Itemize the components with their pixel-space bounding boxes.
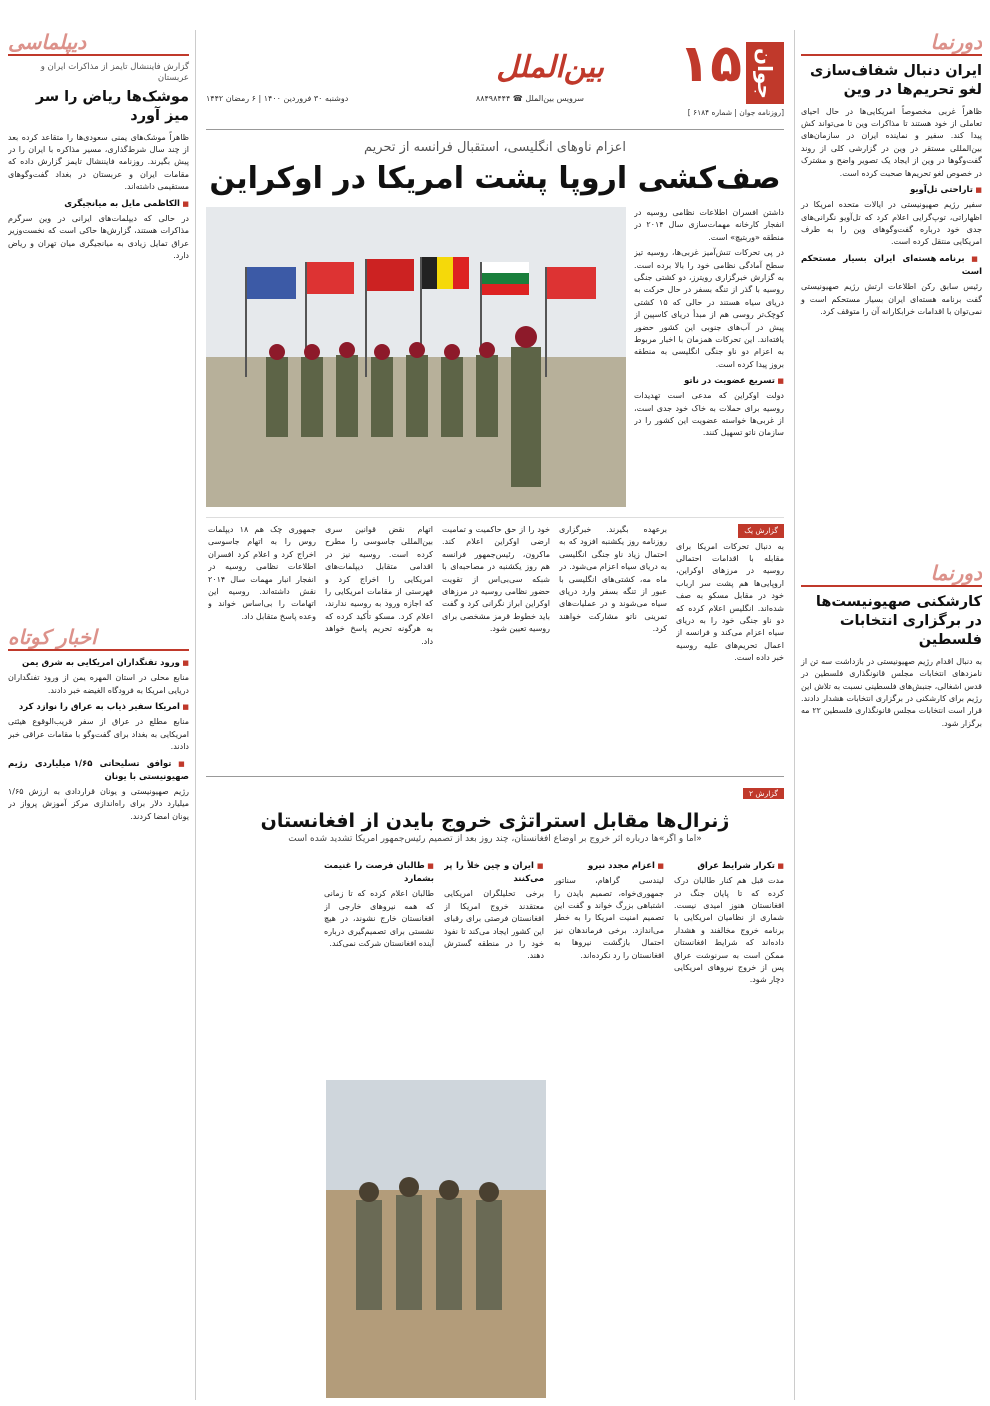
section-badge: دورنما — [801, 30, 982, 56]
right-article-body: ظاهراً غربی مخصوصاً امریکایی‌ها در حال احیای تعاملی از خود هستند تا مذاکرات وین تا می‌تواند کش پیدا کند. سفیر و نماینده ایران در سازمان‌های بین‌المللی مستقر در وین در گزارشی کلی از روند گفت‌وگوها در وین از ایجاد یک تصویر واضح و مشترک در خصوص لغو تحریم‌ها صحبت کرده است. ■ تاراحتی تل‌آویو سفیر رژیم صهیونیستی در ایالات متحده امریکا در اظهاراتی، توپ‌گرایی اعلام کرد که تل‌آویو نگرانی‌های جدی خود درباره گفت‌وگوهای وین را به طرف امریکایی منتقل کرده است. ■ برنامه هسته‌ای ایران بسیار مستحکم است رئیس سابق رکن اطلاعات ارتش رژیم صهیونیستی گفت برنامه هسته‌ای ایران بسیار مستحکم است و نمی‌توان با اقدامات خرابکارانه آن را متوقف کرد. — [801, 106, 982, 319]
date-line: دوشنبه ۳۰ فروردین ۱۴۰۰ | ۶ رمضان ۱۴۴۲ — [206, 94, 349, 103]
second-story-body — [206, 850, 784, 1398]
lead-column: داشتن افسران اطلاعات نظامی روسیه در انفجار کارخانه مهمات‌سازی سال ۲۰۱۴ در منطقه «وربتیچ» است. در پی تحرکات تنش‌آمیز غربی‌ها، روسیه تیز سطح آمادگی نظامی خود را بالا برده است. به گزارش خبرگزاری رویترز، دو کشتی جنگی روسیه با گذر از تنگه بسفر در حال حرکت به دریای سیاه هستند در حالی که ۱۵ کشتی کوچک‌تر روسی هم از مبدأ دریای کاسپین از پیش در آب‌های جنوبی این کشور حضور یافته‌اند. این تحرکات همزمان با اخبار مربوط به اعزام دو ناو جنگی انگلیسی به منطقه بروز پیدا کرده است. ■ تسریع عضویت در ناتو دولت اوکراین که مدعی است تهدیدات روسیه برای حملات به خاک خود جدی است، از غربی‌ها خواسته عضویت این کشور را در سازمان ناتو تسهیل کنند. — [634, 207, 784, 507]
soldiers-flags-photo — [206, 207, 626, 507]
issue-line: [روزنامه جوان | شماره ۶۱۸۴ ] — [687, 108, 784, 117]
lead-row — [206, 207, 784, 507]
subhead: ■ طالبان فرصت را غنیمت بشمارد — [324, 860, 434, 886]
right-article-title: ایران دنبال شفاف‌سازی لغو تحریم‌ها در وین — [809, 63, 982, 98]
left-article-title: موشک‌ها ریاض را سر میز آورد — [35, 88, 189, 124]
soldiers-flags-illustration — [206, 207, 626, 507]
text-column: ■ طالبان فرصت را غنیمت بشمارد طالبان اعلام کرده که تا زمانی که همه نیروهای خارجی از افغانستان خارج نشوند، در هیچ نشستی برای تصمیم‌گیری درباره آینده افغانستان شرکت نمی‌کند. — [324, 856, 434, 1076]
text-column: خود را از حق حاکمیت و تمامیت ارضی اوکراین اعلام کند. ماکرون، رئیس‌جمهور فرانسه هم روز یکشنبه در مصاحبه‌ای با شبکه سی‌بی‌اس از تقویت حضور نظامی روسیه در مرزهای اوکراین ابراز نگرانی کرد و گفت باید خطوط قرمز مشخصی برای روسیه تعیین شود. — [442, 525, 550, 634]
lead-kicker: اعزام ناوهای انگلیسی، استقبال فرانسه از تحریم — [364, 140, 626, 155]
text-column: اتهام نقض قوانین سری بین‌المللی جاسوسی را مطرح کرده است. روسیه نیز در اقدامی متقابل دیپلمات‌های امریکایی را اخراج کرد و فهرستی از مقامات امریکایی را که اجازه ورود به روسیه ندارند، اعلام کرد. مسکو تأکید کرده که به هرگونه تحریم پاسخ خواهد داد. — [325, 525, 433, 646]
left-column — [8, 30, 196, 1400]
text-column: گزارش یک به دنبال تحرکات امریکا برای مقابله با اقدامات احتمالی روسیه در مرزهای اوکراین، اروپایی‌ها هم پشت سر ارباب خود در مقابل مسکو به صف شده‌اند. انگلیس اعلام کرده که دو ناو جنگی خود را به دریای سیاه اعزام می‌کند و فرانسه از اعمال تحریم‌های علیه روسیه خبر داده است. — [676, 526, 784, 663]
second-story — [206, 776, 784, 1398]
section-contact: سرویس بین‌الملل ☎ ۸۸۴۹۸۴۴۴ — [475, 94, 584, 103]
lead-title: صف‌کشی اروپا پشت امریکا در اوکراین — [209, 161, 781, 196]
subhead: ■ اعزام مجدد نیرو — [554, 860, 664, 873]
text-column: ■ تکرار شرایط عراق مدت قبل هم کنار طالبان درک کرده که تا پایان جنگ در افغانستان هنوز امیدی نیست. شماری از نظامیان امریکایی با برنامه خروج مخالفند و هشدار داده‌اند که شرایط افغانستان ممکن است به سرنوشت عراق پس از خروج نیروهای امریکایی دچار شود. — [674, 856, 784, 1396]
right-article2-body: به دنبال اقدام رژیم صهیونیستی در بازداشت سه تن از نامزدهای انتخابات مجلس قانونگذاری فلسطین در قدس اشغالی، جنبش‌های فلسطینی نسبت به تلاش این رژیم برای کارشکنی در برگزاری انتخابات هشدار دادند. قرار است انتخابات مجلس قانونگذاری فلسطین ۲۲ مه برگزار شود. — [801, 656, 982, 728]
page-number: ۱۵ — [678, 38, 742, 94]
left-article-body: ظاهراً موشک‌های یمنی سعودی‌ها را متقاعد کرده بعد از چند سال شرط‌گذاری، مسیر مذاکره با ایران را در پیش بگیرند. روزنامه فایننشال تایمز گزارش داده که مقامات ایران و عربستان در بغداد گفت‌وگوهای مستقیمی داشته‌اند. ■ الکاظمی مایل به میانجیگری در حالی که دیپلمات‌های ایرانی در وین سرگرم مذاکرات هستند، گزارش‌ها حاکی است که نخست‌وزیر عراق تمایل زیادی به میانجیگری میان تهران و ریاض دارد. — [8, 132, 189, 263]
subhead: ■ تسریع عضویت در ناتو — [634, 375, 784, 388]
text-column: جمهوری چک هم ۱۸ دیپلمات روس را به اتهام جاسوسی اخراج کرد و اعلام کرد افسران اطلاعات نظامی روسیه در انفجار انبار مهمات سال ۲۰۱۴ نقش داشته‌اند. روسیه این اتهامات را بی‌اساس خواند و وعده پاسخ متقابل داد. — [208, 525, 316, 621]
logo-text: جوان — [746, 42, 784, 104]
masthead — [206, 38, 784, 130]
report-tag: گزارش یک — [738, 524, 784, 538]
subhead: ■ ایران و چین خلأ را پر می‌کنند — [444, 860, 544, 886]
brief-title: ■ توافق تسلیحاتی ۱/۶۵ میلیاردی رژیم صهیونیستی با یونان — [8, 758, 189, 784]
section-badge: اخبار کوتاه — [8, 625, 189, 651]
briefs: ■ ورود تفنگداران امریکایی به شرق یمن منابع محلی در استان المهره یمن از ورود تفنگداران دریایی امریکا به فرودگاه الغیضه خبر دادند. ■ امریکا سفیر ذیاب به عراق را نوازد کرد منابع مطلع در عراق از سفر قریب‌الوقوع هیئتی امریکایی به بغداد برای گفت‌وگو با مقامات عراقی خبر دادند. ■ توافق تسلیحاتی ۱/۶۵ میلیاردی رژیم صهیونیستی با یونان رژیم صهیونیستی و یونان قراردادی به ارزش ۱/۶۵ میلیارد دلار برای راه‌اندازی مرکز آموزش پرواز در یونان امضا کردند. — [8, 657, 189, 823]
section-badge: دیپلماسی — [8, 30, 189, 56]
center-content — [206, 38, 784, 1398]
section-badge: دورنما — [801, 561, 982, 587]
second-subtitle: «اما و اگر»ها درباره اثر خروج بر اوضاع افغانستان، چند روز بعد از تصمیم رئیس‌جمهور امریکا تشدید شده است — [288, 834, 702, 844]
soldiers-walking-illustration — [326, 1080, 546, 1398]
brief-title: ■ ورود تفنگداران امریکایی به شرق یمن — [8, 657, 189, 670]
text-column: ■ اعزام مجدد نیرو لیندسی گراهام، سناتور جمهوری‌خواه، تصمیم بایدن را اشتباهی بزرگ خواند و گفت این تصمیم امنیت امریکا را به خطر می‌اندازد. برخی فرماندهان نیز احتمال بازگشت نیروها به افغانستان را رد نکرده‌اند. — [554, 856, 664, 1396]
subhead: ■ برنامه هسته‌ای ایران بسیار مستحکم است — [801, 253, 982, 279]
subhead: ■ الکاظمی مایل به میانجیگری — [8, 198, 189, 211]
left-kicker: گزارش فایننشال تایمز از مذاکرات ایران و عربستان — [40, 62, 189, 84]
afghanistan-soldiers-photo — [326, 1080, 546, 1398]
second-title: ژنرال‌ها مقابل استراتژی خروج بایدن از افغانستان — [260, 810, 730, 832]
report-tag: گزارش ۲ — [743, 788, 784, 799]
subhead: ■ تکرار شرایط عراق — [674, 860, 784, 873]
right-article2-title: کارشکنی صهیونیست‌ها در برگزاری انتخابات فلسطین — [815, 594, 982, 648]
right-column — [794, 30, 982, 1400]
subhead: ■ تاراحتی تل‌آویو — [801, 184, 982, 197]
text-column: برعهده بگیرند. خبرگزاری روزنامه روز یکشنبه افزود که به احتمال زیاد ناو جنگی انگلیسی به دریای سیاه اعزام می‌شود. در ماه مه، کشتی‌های انگلیسی با عبور از تنگه بسفر وارد دریای سیاه می‌شوند و در عملیات‌های تمرینی ناتو مشارکت خواهند کرد. — [559, 525, 667, 634]
section-name: بین‌الملل — [496, 50, 604, 85]
brief-title: ■ امریکا سفیر ذیاب به عراق را نوازد کرد — [8, 701, 189, 714]
text-column: ■ ایران و چین خلأ را پر می‌کنند برخی تحلیلگران امریکایی معتقدند خروج امریکا از افغانستان فرصتی برای رقبای این کشور ایجاد می‌کند تا نفوذ خود را در منطقه گسترش دهند. — [444, 856, 544, 1076]
lead-text-columns — [206, 517, 784, 772]
